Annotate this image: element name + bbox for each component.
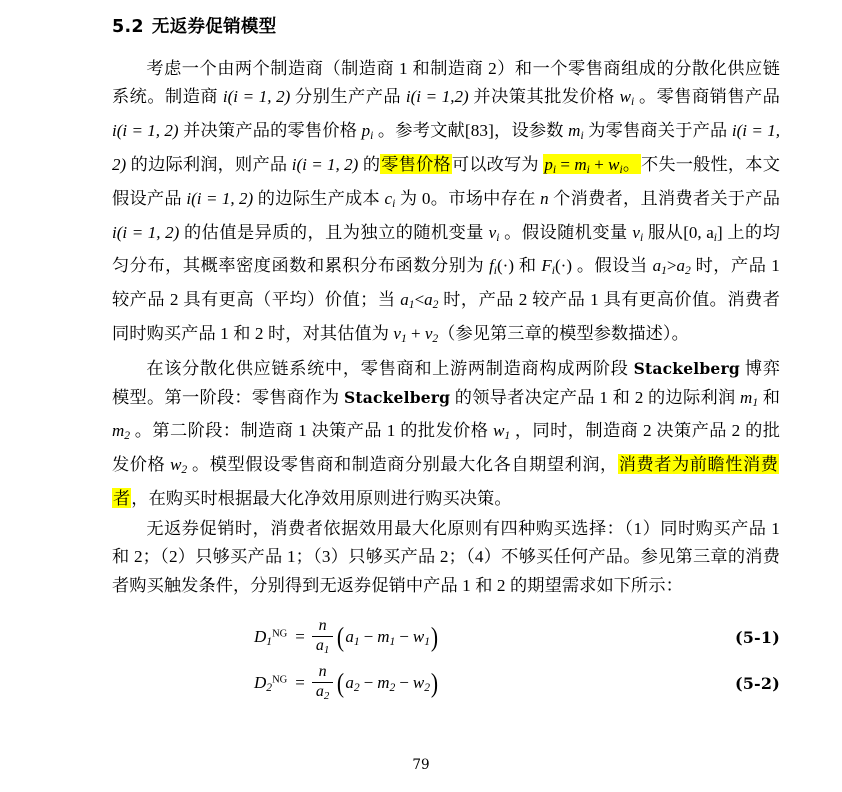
text-fragment: 服从 xyxy=(643,222,684,242)
equation-5-1 xyxy=(112,614,780,660)
right-paren: ) xyxy=(430,668,439,699)
text-fragment: 为零售商关于产品 xyxy=(583,121,732,141)
section-number: 5.2 xyxy=(112,17,144,37)
paragraph-1 xyxy=(112,55,780,354)
math-i-range: i(i = 1, 2) xyxy=(291,155,359,174)
math-p-i: $p_i$ xyxy=(361,121,374,143)
text-fragment: ，在购买时根据最大化净效用原则进行购买决策。 xyxy=(131,489,512,509)
text-fragment: （参见第三章的模型参数描述）。 xyxy=(438,324,689,344)
text-fragment: 个消费者，且消费者关于产品 xyxy=(548,188,780,208)
equation-5-2 xyxy=(112,660,780,706)
section-title-text: 无返券促销模型 xyxy=(151,17,277,37)
math-i-range: i(i = 1, 2) xyxy=(112,121,179,141)
equation-term-w: $w_1$ xyxy=(412,626,430,649)
text-fragment: 的 xyxy=(358,155,381,174)
paragraph-2 xyxy=(112,355,780,514)
math-i-range: i(i = 1,2) xyxy=(405,87,469,107)
text-fragment: 的领导者决定产品 1 和 2 的边际利润 xyxy=(450,387,741,407)
math-w-2: $w_2$ xyxy=(170,455,188,477)
equation-lhs: $D_2^{NG}$ xyxy=(254,672,288,695)
page-title xyxy=(112,16,780,39)
fraction-denominator: $a_2$ xyxy=(312,682,333,702)
equation-term-w: $w_2$ xyxy=(412,672,430,695)
math-v1-plus-v2: $v_1 + v_2$ xyxy=(393,324,439,346)
term-stackelberg: Stackelberg xyxy=(633,358,740,378)
equation-lhs: $D_1^{NG}$ xyxy=(254,626,288,649)
text-fragment: 博弈模型。第一阶段：零售商作为 xyxy=(112,358,780,407)
text-fragment: 不失一般性，本文假设产品 xyxy=(112,155,780,208)
text-fragment: 。参考文献[83]，设参数 xyxy=(373,121,569,141)
text-fragment: ，同时，制造商 2 决策产品 2 的批发价格 xyxy=(112,421,780,475)
left-paren: ( xyxy=(337,668,345,699)
math-F-i: $F_i(\cdot)$ xyxy=(541,256,572,278)
math-i-range: i(i = 1, 2) xyxy=(112,121,780,174)
fraction-numerator: n xyxy=(318,617,327,635)
equation-body xyxy=(254,664,439,702)
text-fragment: 和 xyxy=(758,387,780,407)
text-fragment: 。假设随机变量 xyxy=(499,222,633,242)
highlight-retail-price: 零售价格 xyxy=(381,155,451,174)
equation-relation: = xyxy=(295,673,305,693)
fraction-numerator: n xyxy=(318,663,327,681)
right-paren: ) xyxy=(430,622,439,653)
text-fragment: 可以改写为 xyxy=(451,155,544,174)
text-fragment: 时，产品 2 较产品 1 具有更高价值。消费者同时购买产品 1 和 2 时，对其估值为 xyxy=(112,290,780,344)
equation-term-m: $m_1$ xyxy=(377,626,396,649)
fraction-denominator: $a_1$ xyxy=(312,636,333,656)
math-m-1: $m_1$ xyxy=(740,387,759,409)
math-f-i: $f_i(\cdot)$ xyxy=(489,256,514,278)
equation-operator: − xyxy=(363,627,374,647)
math-i-range: i(i = 1, 2) xyxy=(186,188,254,208)
term-stackelberg: Stackelberg xyxy=(343,387,451,407)
page-content xyxy=(112,16,780,706)
math-i-range: i(i = 1, 2) xyxy=(112,222,180,242)
text-fragment: 考虑一个由两个制造商（制造商 1 和制造商 2）和一个零售商组成的分散化供应链系统。制造商 xyxy=(112,58,780,107)
math-v-i: $v_i$ xyxy=(632,222,644,244)
text-fragment: 。第二阶段：制造商 1 决策产品 1 的批发价格 xyxy=(130,421,494,441)
equation-number: (5-2) xyxy=(734,673,780,693)
fraction xyxy=(312,618,333,656)
equation-body xyxy=(254,618,439,656)
math-v-i: $v_i$ xyxy=(488,222,500,244)
math-interval: [0, $a_i$] xyxy=(683,222,723,244)
math-a1-gt-a2: $a_1>a_2$ xyxy=(652,256,691,278)
text-fragment: 上的均匀分布，其概率密度函数和累积分布函数分别为 xyxy=(112,222,780,276)
text-fragment: 。零售商销售产品 xyxy=(634,87,780,107)
text-fragment: 为 0。市场中存在 xyxy=(395,188,541,208)
text-fragment: 。模型假设零售商和制造商分别最大化各自期望利润， xyxy=(187,455,618,475)
left-paren: ( xyxy=(337,622,345,653)
math-w-1: $w_1$ xyxy=(493,421,511,443)
math-m-i: $m_i$ xyxy=(568,121,584,143)
text-fragment: 无返券促销时，消费者依据效用最大化原则有四种购买选择：（1）同时购买产品 1 和 2；（2）只够买产品 1；（3）只够买产品 2；（4）不够买任何产品。参见第三章的消费者购买触发条件，分别得到无返券促销中产品 1 和 2 的期望需求如下所示： xyxy=(112,518,780,595)
text-fragment: 时，产品 1 较产品 2 具有更高（平均）价值；当 xyxy=(112,256,780,310)
text-fragment: 和 xyxy=(514,256,542,276)
text-fragment: 的边际利润，则产品 xyxy=(126,155,292,174)
highlight-forward-looking-consumers: 消费者为前瞻性消费者 xyxy=(113,455,778,509)
equation-term-m: $m_2$ xyxy=(377,672,396,695)
equation-operator: − xyxy=(399,673,409,693)
text-fragment: 的边际生产成本 xyxy=(253,188,385,208)
text-fragment: 在该分散化供应链系统中，零售商和上游两制造商构成两阶段 xyxy=(146,358,634,378)
text-fragment: 分别生产产品 xyxy=(290,87,406,107)
math-w-i: $w_i$ xyxy=(619,87,635,109)
math-a1-lt-a2: $a_1<a_2$ xyxy=(400,290,439,312)
equation-term-a: $a_1$ xyxy=(345,626,360,649)
text-fragment: 并决策其批发价格 xyxy=(468,87,620,107)
text-fragment: 。假设当 xyxy=(572,256,653,276)
math-n: n xyxy=(540,188,549,208)
highlight-price-formula: $p_i = m_i + w_i$。 xyxy=(544,155,640,177)
equation-term-a: $a_2$ xyxy=(345,672,360,695)
math-i-range: i(i = 1, 2) xyxy=(222,87,291,107)
fraction xyxy=(312,664,333,702)
text-fragment: 并决策产品的零售价格 xyxy=(178,121,362,141)
paragraph-3 xyxy=(112,515,780,601)
page-number: 79 xyxy=(412,757,430,773)
math-c-i: $c_i$ xyxy=(384,188,396,211)
math-m-2: $m_2$ xyxy=(112,421,131,443)
equation-operator: − xyxy=(399,627,409,647)
equation-relation: = xyxy=(295,627,305,647)
text-fragment: 的估值是异质的，且为独立的随机变量 xyxy=(179,222,489,242)
equation-operator: − xyxy=(363,673,374,693)
equation-number: (5-1) xyxy=(734,627,780,647)
